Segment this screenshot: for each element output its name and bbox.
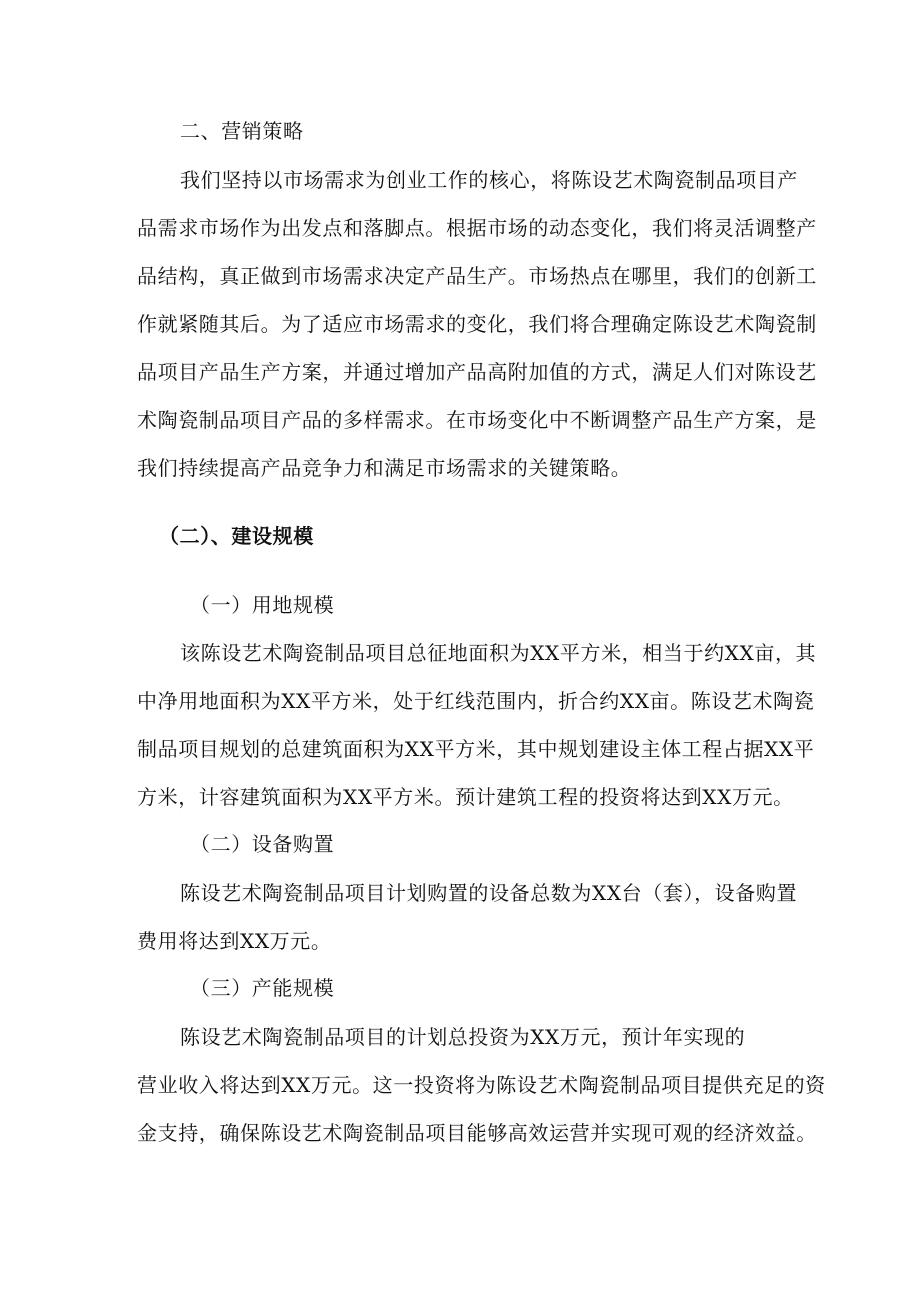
section-heading-scale: （二）、建设规模 (159, 524, 314, 548)
subsection-heading-capacity: （三）产能规模 (190, 976, 335, 1000)
paragraph-line: 作就紧随其后。为了适应市场需求的变化，我们将合理确定陈设艺术陶瓷制 (137, 312, 817, 336)
subsection-heading-land: （一）用地规模 (190, 593, 335, 617)
paragraph-line: 中净用地面积为XX平方米，处于红线范围内，折合约XX亩。陈设艺术陶瓷 (137, 689, 815, 713)
marketing-heading: 二、营销策略 (180, 119, 304, 143)
paragraph-line: 陈设艺术陶瓷制品项目的计划总投资为XX万元，预计年实现的 (180, 1025, 746, 1049)
paragraph-line: 制品项目规划的总建筑面积为XX平方米，其中规划建设主体工程占据XX平 (137, 737, 815, 761)
subsection-heading-equipment: （二）设备购置 (190, 832, 335, 856)
paragraph-line: 我们持续提高产品竞争力和满足市场需求的关键策略。 (137, 456, 632, 480)
paragraph-line: 该陈设艺术陶瓷制品项目总征地面积为XX平方米，相当于约XX亩，其 (180, 641, 817, 665)
paragraph-line: 费用将达到XX万元。 (137, 929, 332, 953)
paragraph-line: 陈设艺术陶瓷制品项目计划购置的设备总数为XX台（套），设备购置 (180, 881, 798, 905)
paragraph-line: 方米，计容建筑面积为XX平方米。预计建筑工程的投资将达到XX万元。 (137, 785, 794, 809)
paragraph-line: 术陶瓷制品项目产品的多样需求。在市场变化中不断调整产品生产方案，是 (137, 408, 817, 432)
paragraph-line: 品需求市场作为出发点和落脚点。根据市场的动态变化，我们将灵活调整产 (137, 216, 817, 240)
paragraph-line: 我们坚持以市场需求为创业工作的核心，将陈设艺术陶瓷制品项目产 (180, 168, 798, 192)
paragraph-line: 品项目产品生产方案，并通过增加产品高附加值的方式，满足人们对陈设艺 (137, 360, 817, 384)
paragraph-line: 营业收入将达到XX万元。这一投资将为陈设艺术陶瓷制品项目提供充足的资 (137, 1073, 826, 1097)
paragraph-line: 金支持，确保陈设艺术陶瓷制品项目能够高效运营并实现可观的经济效益。 (137, 1121, 817, 1145)
paragraph-line: 品结构，真正做到市场需求决定产品生产。市场热点在哪里，我们的创新工 (137, 264, 817, 288)
